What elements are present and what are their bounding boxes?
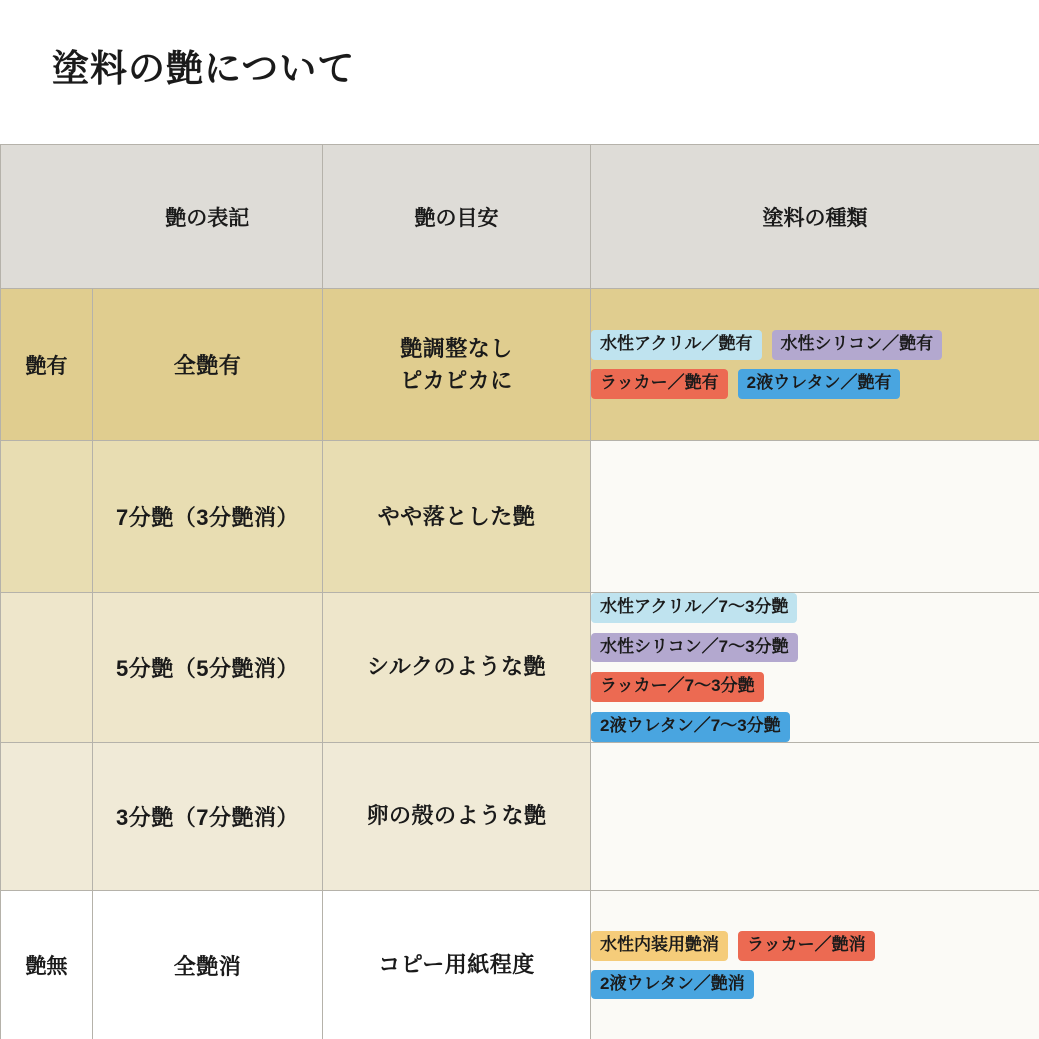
gloss-mark <box>1 441 93 593</box>
table-row <box>1 890 1039 1039</box>
gloss-name: 全艶消 <box>93 890 323 1039</box>
table-row <box>1 742 1039 890</box>
paint-tag: 2液ウレタン／7〜3分艶 <box>591 712 790 742</box>
table-header <box>1 145 1039 289</box>
paint-tag: ラッカー／艶消 <box>738 931 875 961</box>
column-header-guide: 艶の目安 <box>323 145 591 289</box>
paint-types-cell <box>591 441 1039 593</box>
column-header-name: 艶の表記 <box>93 145 323 289</box>
paint-tag: 水性内装用艶消 <box>591 931 728 961</box>
paint-tag: 2液ウレタン／艶有 <box>738 369 901 399</box>
paint-types-cell <box>591 890 1039 1039</box>
gloss-guide: シルクのような艶 <box>323 593 591 743</box>
paint-tag: ラッカー／7〜3分艶 <box>591 672 764 702</box>
gloss-name: 5分艶（5分艶消） <box>93 593 323 743</box>
paint-tag-list <box>591 330 1039 398</box>
gloss-name: 7分艶（3分艶消） <box>93 441 323 593</box>
gloss-mark: 艶有 <box>1 289 93 441</box>
table-body <box>1 289 1039 1039</box>
gloss-table <box>0 144 1039 1039</box>
paint-tag: 水性アクリル／艶有 <box>591 330 762 360</box>
paint-tag: ラッカー／艶有 <box>591 369 728 399</box>
gloss-guide <box>323 289 591 441</box>
gloss-mark <box>1 593 93 743</box>
gloss-mark: 艶無 <box>1 890 93 1039</box>
paint-tag: 水性シリコン／7〜3分艶 <box>591 633 798 663</box>
paint-tag-list <box>591 593 1039 742</box>
page-title: 塗料の艶について <box>52 48 356 89</box>
gloss-guide: 卵の殻のような艶 <box>323 742 591 890</box>
gloss-guide: コピー用紙程度 <box>323 890 591 1039</box>
paint-types-cell <box>591 289 1039 441</box>
paint-tag: 水性シリコン／艶有 <box>772 330 943 360</box>
column-header-mark <box>1 145 93 289</box>
table-row <box>1 593 1039 743</box>
paint-tag: 水性アクリル／7〜3分艶 <box>591 593 797 623</box>
paint-types-cell <box>591 593 1039 743</box>
paint-types-cell <box>591 742 1039 890</box>
gloss-guide-line: ピカピカに <box>400 367 513 393</box>
table-row <box>1 289 1039 441</box>
table-row <box>1 441 1039 593</box>
gloss-mark <box>1 742 93 890</box>
column-header-types: 塗料の種類 <box>591 145 1039 289</box>
paint-tag: 2液ウレタン／艶消 <box>591 970 754 1000</box>
gloss-name: 全艶有 <box>93 289 323 441</box>
gloss-name: 3分艶（7分艶消） <box>93 742 323 890</box>
gloss-guide: やや落とした艶 <box>323 441 591 593</box>
gloss-guide-line: 艶調整なし <box>400 335 513 361</box>
paint-tag-list <box>591 931 1039 999</box>
